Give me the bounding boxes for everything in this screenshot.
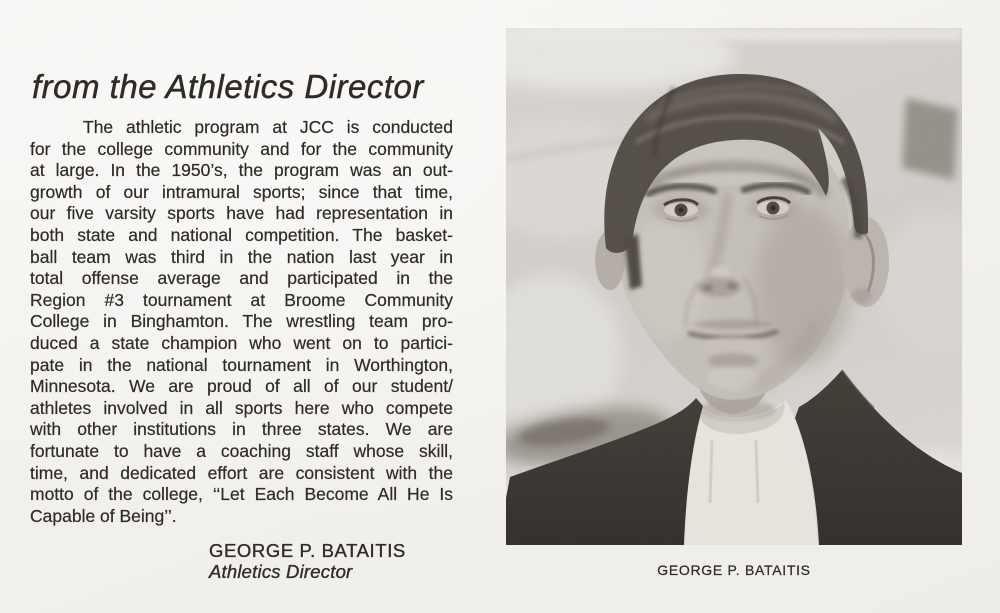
page-title: from the Athletics Director <box>32 68 424 106</box>
text-line: fortunate to have a coaching staff whose skill, <box>30 440 453 461</box>
text-line: at large. In the 1950’s, the program was an out- <box>30 160 453 181</box>
photo-grain-overlay <box>506 28 962 545</box>
text-line: ball team was third in the nation last year in <box>30 246 453 267</box>
text-line: motto of the college, ‘‘Let Each Become All He Is <box>30 484 453 505</box>
text-line: Region #3 tournament at Broome Community <box>30 289 453 310</box>
text-line: Minnesota. We are proud of all of our student/ <box>30 376 453 397</box>
body-paragraph <box>30 117 453 527</box>
signature-title: Athletics Director <box>209 561 353 582</box>
signature-block <box>209 540 406 582</box>
text-line: College in Binghamton. The wrestling team pro- <box>30 311 453 332</box>
text-line: with other institutions in three states. We are <box>30 419 453 440</box>
text-line: growth of our intramural sports; since that time, <box>30 181 453 202</box>
portrait-illustration <box>506 28 962 545</box>
text-line: for the college community and for the community <box>30 138 453 159</box>
text-line: both state and national competition. The basket- <box>30 224 453 245</box>
text-line: Capable of Being’’. <box>30 505 177 526</box>
text-line: pate in the national tournament in Worthington, <box>30 354 453 375</box>
text-line: athletes involved in all sports here who compete <box>30 397 453 418</box>
photo-caption: GEORGE P. BATAITIS <box>657 562 811 578</box>
text-line: total offense average and participated in the <box>30 268 453 289</box>
text-line: time, and dedicated effort are consistent with the <box>30 462 453 483</box>
text-line: duced a state champion who went on to partici- <box>30 332 453 353</box>
portrait-photo <box>506 28 962 545</box>
text-line: The athletic program at JCC is conducted <box>83 117 453 137</box>
text-line: our five varsity sports have had representation in <box>30 203 453 224</box>
signature-name: GEORGE P. BATAITIS <box>209 540 406 561</box>
